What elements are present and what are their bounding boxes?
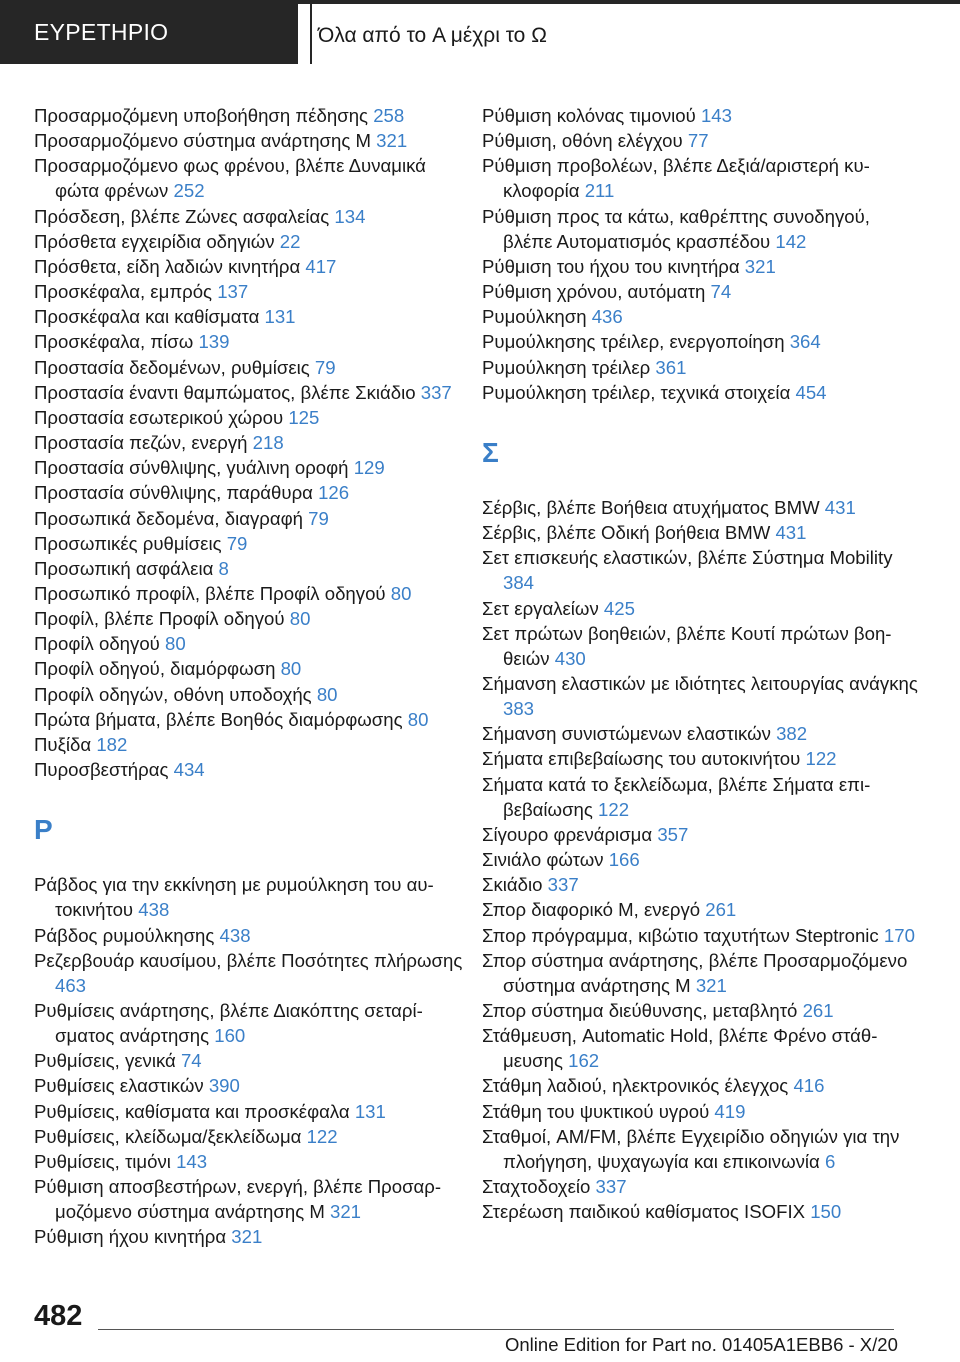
page-reference-link[interactable]: 337: [547, 874, 579, 896]
page-reference-link[interactable]: 438: [138, 899, 170, 921]
page-reference-link[interactable]: 166: [608, 849, 640, 871]
index-entry: [482, 596, 922, 621]
index-entry-text: Προσαρμοζόμενο σύστημα ανάρτησης M: [34, 130, 371, 152]
index-entry-text: Πυξίδα: [34, 733, 92, 755]
page-reference-link[interactable]: 134: [334, 205, 366, 227]
index-entry: [482, 1073, 922, 1098]
index-entry-text: Σετ επισκευής ελαστικών, βλέπε Σύστημα Mobility: [482, 547, 893, 569]
index-entry-text: Ρεζερβουάρ καυσίμου, βλέπε Ποσότητες πλήρωσης: [34, 949, 463, 971]
page-reference-link[interactable]: 261: [705, 899, 737, 921]
index-entry-text: Σινιάλο φώτων: [482, 849, 604, 871]
index-entry-text: Προσκέφαλα και καθίσματα: [34, 306, 260, 328]
index-entry-text: Ρυθμίσεις, κλείδωμα/ξεκλείδωμα: [34, 1125, 302, 1147]
page-reference-link[interactable]: 143: [176, 1150, 208, 1172]
index-entry: [482, 254, 922, 279]
page-reference-link[interactable]: 454: [795, 381, 827, 403]
index-entry: [34, 204, 474, 229]
page-reference-link[interactable]: 431: [775, 522, 807, 544]
index-entry: [482, 279, 922, 304]
index-entry-text: Προσαρμοζόμενη υποβοήθηση πέδησης: [34, 105, 369, 126]
index-entry: [34, 1174, 474, 1224]
index-entry: [482, 621, 922, 671]
index-entry: [482, 1099, 922, 1124]
index-entry-text: Πυροσβεστήρας: [34, 759, 169, 781]
index-entry-text: Σήμανση ελαστικών με ιδιότητες λειτουργίας ανάγκης: [482, 672, 918, 694]
index-entry: [34, 1048, 474, 1073]
index-entry-text: Ρύθμιση του ήχου του κινητήρα: [482, 255, 740, 277]
index-entry-text: Ρυθμίσεις, καθίσματα και προσκέφαλα: [34, 1100, 350, 1122]
page-reference-link[interactable]: 77: [687, 130, 709, 152]
page-reference-link[interactable]: 384: [503, 572, 535, 594]
page-reference-link[interactable]: 80: [165, 633, 186, 655]
index-entry-text: Προστασία εσωτερικού χώρου: [34, 406, 284, 428]
index-entry: [34, 355, 474, 380]
page-reference-link[interactable]: 150: [810, 1201, 842, 1223]
index-entry: [34, 229, 474, 254]
index-entry-text: Σήμανση συνιστώμενων ελαστικών: [482, 723, 771, 745]
page-reference-link[interactable]: 139: [198, 331, 230, 353]
index-entry-text: Πρόσδεση, βλέπε Ζώνες ασφαλείας: [34, 205, 330, 227]
page-reference-link[interactable]: 463: [55, 974, 87, 996]
edition-text: Online Edition for Part no. 01405A1EBB6 - X/20: [505, 1334, 898, 1355]
index-entry-text: Στάθμευση, Automatic Hold, βλέπε Φρένο στάθμευσης: [482, 1025, 878, 1072]
index-entry-text: Σταθμοί, AM/FM, βλέπε Εγχειρίδιο οδηγιών για την πλοήγηση, ψυχαγωγία και επικοινωνία: [482, 1125, 900, 1172]
index-entry-text: Ρύθμιση, οθόνη ελέγχου: [482, 130, 683, 152]
page-reference-link[interactable]: 79: [226, 532, 248, 554]
page-reference-link[interactable]: 337: [420, 381, 452, 403]
index-entry-text: Ρύθμιση κολόνας τιμονιού: [482, 105, 696, 126]
index-entry: [482, 923, 922, 948]
index-section-letter: Ρ: [34, 814, 53, 846]
index-entry-text: Σήματα κατά το ξεκλείδωμα, βλέπε Σήματα επιβεβαίωσης: [482, 773, 871, 820]
page-reference-link[interactable]: 122: [306, 1125, 338, 1147]
index-entry: [34, 128, 474, 153]
page-reference-link[interactable]: 337: [595, 1176, 627, 1198]
page-reference-link[interactable]: 252: [173, 180, 205, 202]
index-entry-text: Προφίλ οδηγού: [34, 633, 160, 655]
index-entry-text: Ρυθμίσεις ελαστικών: [34, 1075, 204, 1097]
index-entry: [482, 355, 922, 380]
index-entry-text: Προστασία έναντι θαμπώματος, βλέπε Σκιάδιο: [34, 381, 416, 403]
page-reference-link[interactable]: 160: [214, 1025, 246, 1047]
index-entry-text: Ρύθμιση προς τα κάτω, καθρέπτης συνοδηγού, βλέπε Αυτοματισμός κρασπέδου: [482, 205, 870, 252]
index-entry: [34, 329, 474, 354]
page-reference-link[interactable]: 137: [217, 281, 249, 303]
index-entry: [34, 103, 474, 128]
index-entry-text: Ρυθμίσεις, γενικά: [34, 1050, 176, 1072]
page-reference-link[interactable]: 126: [318, 482, 350, 504]
index-entry-text: Σέρβις, βλέπε Οδική βοήθεια BMW: [482, 522, 771, 544]
section-tab-label: ΕΥΡΕΤΗΡΙΟ: [34, 18, 169, 45]
index-entry: [482, 847, 922, 872]
index-entry-text: Προφίλ, βλέπε Προφίλ οδηγού: [34, 608, 285, 630]
index-entry: [482, 772, 922, 822]
page-reference-link[interactable]: 131: [354, 1100, 386, 1122]
footer-divider: [98, 1329, 894, 1330]
index-entry-text: Σίγουρο φρενάρισμα: [482, 823, 653, 845]
page-reference-link[interactable]: 419: [714, 1100, 746, 1122]
index-entry-text: Σκιάδιο: [482, 874, 543, 896]
page-reference-link[interactable]: 162: [568, 1050, 600, 1072]
page-reference-link[interactable]: 22: [279, 230, 301, 252]
index-entry-text: Ρύθμιση χρόνου, αυτόματη: [482, 281, 706, 303]
index-entry-text: Προστασία σύνθλιψης, γυάλινη οροφή: [34, 457, 349, 479]
index-entry: [34, 923, 474, 948]
index-entry: [34, 430, 474, 455]
index-entry: [34, 581, 474, 606]
index-entry-text: Προσκέφαλα, εμπρός: [34, 281, 213, 303]
page-reference-link[interactable]: 80: [316, 683, 338, 705]
index-entry-text: Σετ εργαλείων: [482, 597, 599, 619]
page-reference-link[interactable]: 218: [252, 432, 284, 454]
page-reference-link[interactable]: 79: [314, 356, 336, 378]
index-entry: [34, 757, 474, 782]
section-tab: [0, 0, 298, 64]
index-entry: [34, 998, 474, 1048]
page-reference-link[interactable]: 321: [231, 1226, 263, 1248]
index-entry-text: Ράβδος για την εκκίνηση με ρυμούλκηση του αυτοκινήτου: [34, 874, 434, 921]
index-entry-text: Προστασία πεζών, ενεργή: [34, 432, 248, 454]
index-entry-text: Πρώτα βήματα, βλέπε Βοηθός διαμόρφωσης: [34, 708, 403, 730]
index-entry-text: Ρυμούλκηση τρέιλερ: [482, 356, 651, 378]
page-reference-link[interactable]: 430: [554, 647, 586, 669]
index-column-right: [482, 103, 922, 1224]
page-reference-link[interactable]: 80: [390, 582, 412, 604]
index-entry: [482, 520, 922, 545]
header-subtitle: Όλα από το A μέχρι το Ω: [318, 24, 547, 47]
page-reference-link[interactable]: 383: [503, 698, 535, 720]
index-entry-text: Πρόσθετα, είδη λαδιών κινητήρα: [34, 255, 301, 277]
index-entry-text: Ράβδος ρυμούλκησης: [34, 924, 215, 946]
index-entry-text: Πρόσθετα εγχειρίδια οδηγιών: [34, 230, 275, 252]
index-entry: [34, 556, 474, 581]
page-reference-link[interactable]: 321: [376, 130, 408, 152]
index-entry-text: Σπορ πρόγραμμα, κιβώτιο ταχυτήτων Steptronic: [482, 924, 879, 946]
index-entry-text: Ρύθμιση ήχου κινητήρα: [34, 1226, 227, 1248]
index-entry: [34, 380, 474, 405]
page-reference-link[interactable]: 80: [289, 608, 311, 630]
index-entry: [482, 1124, 922, 1174]
index-entry-text: Ρυμούλκησης τρέιλερ, ενεργοποίηση: [482, 331, 785, 353]
index-entry-text: Προστασία δεδομένων, ρυθμίσεις: [34, 356, 310, 378]
index-entry-text: Ρυμούλκηση τρέιλερ, τεχνικά στοιχεία: [482, 381, 791, 403]
page-reference-link[interactable]: 261: [802, 1000, 834, 1021]
page-reference-link[interactable]: 74: [180, 1050, 202, 1072]
page-reference-link[interactable]: 6: [824, 1150, 836, 1172]
page-reference-link[interactable]: 390: [208, 1075, 240, 1097]
page-reference-link[interactable]: 321: [744, 255, 776, 277]
index-entry: [34, 707, 474, 732]
index-entry-text: Ρύθμιση αποσβεστήρων, ενεργή, βλέπε Προσαρμοζόμενο σύστημα ανάρτησης M: [34, 1176, 442, 1223]
index-entry: [34, 304, 474, 329]
page-reference-link[interactable]: 8: [218, 557, 229, 579]
index-entry: [34, 682, 474, 707]
index-entry: [482, 545, 922, 595]
page-reference-link[interactable]: 80: [280, 658, 302, 680]
page-reference-link[interactable]: 122: [598, 798, 630, 820]
index-entry-text: Προσωπικές ρυθμίσεις: [34, 532, 222, 554]
index-entry-text: Σπορ σύστημα διεύθυνσης, μεταβλητό: [482, 1000, 798, 1021]
index-entry: [482, 103, 922, 128]
index-entry-text: Στάθμη λαδιού, ηλεκτρονικός έλεγχος: [482, 1075, 789, 1097]
index-entry: [482, 822, 922, 847]
index-entry: [482, 998, 922, 1023]
page-reference-link[interactable]: 131: [264, 306, 296, 328]
page-reference-link[interactable]: 382: [776, 723, 808, 745]
index-column-left: [34, 103, 474, 1250]
index-entry: [482, 948, 922, 998]
index-entry: [34, 405, 474, 430]
page-reference-link[interactable]: 170: [883, 924, 915, 946]
index-entry: [34, 1124, 474, 1149]
index-entry: [482, 495, 922, 520]
index-entry: [34, 606, 474, 631]
index-entry: [34, 455, 474, 480]
index-entry-text: Σπορ σύστημα ανάρτησης, βλέπε Προσαρμοζόμενο σύστημα ανάρτησης M: [482, 949, 908, 996]
index-entry-text: Προσωπικά δεδομένα, διαγραφή: [34, 507, 303, 529]
index-entry: [34, 1099, 474, 1124]
index-entry-text: Στερέωση παιδικού καθίσματος ISOFIX: [482, 1201, 806, 1223]
page-reference-link[interactable]: 143: [700, 105, 732, 126]
index-entry-text: Ρυθμίσεις ανάρτησης, βλέπε Διακόπτης σεταρίσματος ανάρτησης: [34, 1000, 423, 1047]
index-entry: [34, 656, 474, 681]
index-section-letter: Σ: [482, 436, 499, 468]
page-reference-link[interactable]: 129: [353, 457, 385, 479]
index-entry-text: Ρυμούλκηση: [482, 306, 587, 328]
index-entry-text: Προφίλ οδηγού, διαμόρφωση: [34, 658, 276, 680]
index-entry-text: Προσαρμοζόμενο φως φρένου, βλέπε Δυναμικά φώτα φρένων: [34, 155, 426, 202]
index-entry: [34, 153, 474, 203]
index-entry-text: Σέρβις, βλέπε Βοήθεια ατυχήματος BMW: [482, 496, 820, 518]
page-reference-link[interactable]: 434: [173, 759, 205, 781]
index-entry: [34, 254, 474, 279]
index-entry: [482, 897, 922, 922]
index-entry: [482, 204, 922, 254]
index-entry: [34, 1149, 474, 1174]
index-entry: [34, 948, 474, 998]
index-entry: [34, 506, 474, 531]
page-reference-link[interactable]: 425: [603, 597, 635, 619]
page-reference-link[interactable]: 321: [695, 974, 727, 996]
index-entry-text: Στάθμη του ψυκτικού υγρού: [482, 1100, 710, 1122]
index-entry: [34, 1224, 474, 1249]
index-entry: [482, 153, 922, 203]
page-reference-link[interactable]: 438: [219, 924, 251, 946]
index-entry: [482, 128, 922, 153]
page-reference-link[interactable]: 357: [657, 823, 689, 845]
index-entry: [482, 1199, 922, 1224]
page-reference-link[interactable]: 122: [805, 748, 837, 770]
page-reference-link[interactable]: 79: [308, 507, 329, 529]
index-entry: [34, 1073, 474, 1098]
index-entry-text: Προστασία σύνθλιψης, παράθυρα: [34, 482, 313, 504]
page-reference-link[interactable]: 417: [305, 255, 337, 277]
index-entry: [34, 279, 474, 304]
index-entry: [34, 872, 474, 922]
index-entry-text: Σπορ διαφορικό M, ενεργό: [482, 899, 701, 921]
page-reference-link[interactable]: 321: [330, 1201, 362, 1223]
index-entry: [482, 671, 922, 721]
index-entry: [34, 732, 474, 757]
index-entry: [34, 531, 474, 556]
index-entry-text: Προσκέφαλα, πίσω: [34, 331, 194, 353]
page-reference-link[interactable]: 74: [710, 281, 732, 303]
index-entry: [482, 872, 922, 897]
index-entry: [482, 329, 922, 354]
index-entry-text: Σήματα επιβεβαίωσης του αυτοκινήτου: [482, 748, 801, 770]
page-reference-link[interactable]: 80: [407, 708, 429, 730]
index-entry-text: Ρυθμίσεις, τιμόνι: [34, 1150, 171, 1172]
page-reference-link[interactable]: 142: [775, 230, 807, 252]
index-entry-text: Σταχτοδοχείο: [482, 1176, 591, 1198]
index-entry: [482, 304, 922, 329]
page-reference-link[interactable]: 125: [288, 406, 320, 428]
index-entry: [34, 480, 474, 505]
index-entry: [482, 746, 922, 771]
header-subtitle-bar: [298, 0, 960, 64]
index-entry: [482, 1023, 922, 1073]
index-entry-text: Ρύθμιση προβολέων, βλέπε Δεξιά/αριστερή κυκλοφορία: [482, 155, 870, 202]
page-reference-link[interactable]: 361: [655, 356, 687, 378]
index-entry-text: Προσωπική ασφάλεια: [34, 557, 214, 579]
index-entry-text: Προφίλ οδηγών, οθόνη υποδοχής: [34, 683, 312, 705]
page-number: 482: [34, 1300, 83, 1332]
page-reference-link[interactable]: 436: [591, 306, 623, 328]
index-entry: [482, 1174, 922, 1199]
index-entry: [482, 380, 922, 405]
page-reference-link[interactable]: 258: [373, 105, 405, 126]
page-reference-link[interactable]: 211: [584, 180, 615, 202]
page-reference-link[interactable]: 431: [824, 496, 856, 518]
index-entry-text: Προσωπικό προφίλ, βλέπε Προφίλ οδηγού: [34, 582, 386, 604]
index-entry: [34, 631, 474, 656]
page-reference-link[interactable]: 364: [789, 331, 821, 353]
page-reference-link[interactable]: 182: [96, 733, 128, 755]
header-divider: [310, 4, 312, 64]
page-reference-link[interactable]: 416: [793, 1075, 825, 1097]
index-entry: [482, 721, 922, 746]
index-entry-text: Σετ πρώτων βοηθειών, βλέπε Κουτί πρώτων βοηθειών: [482, 622, 892, 669]
